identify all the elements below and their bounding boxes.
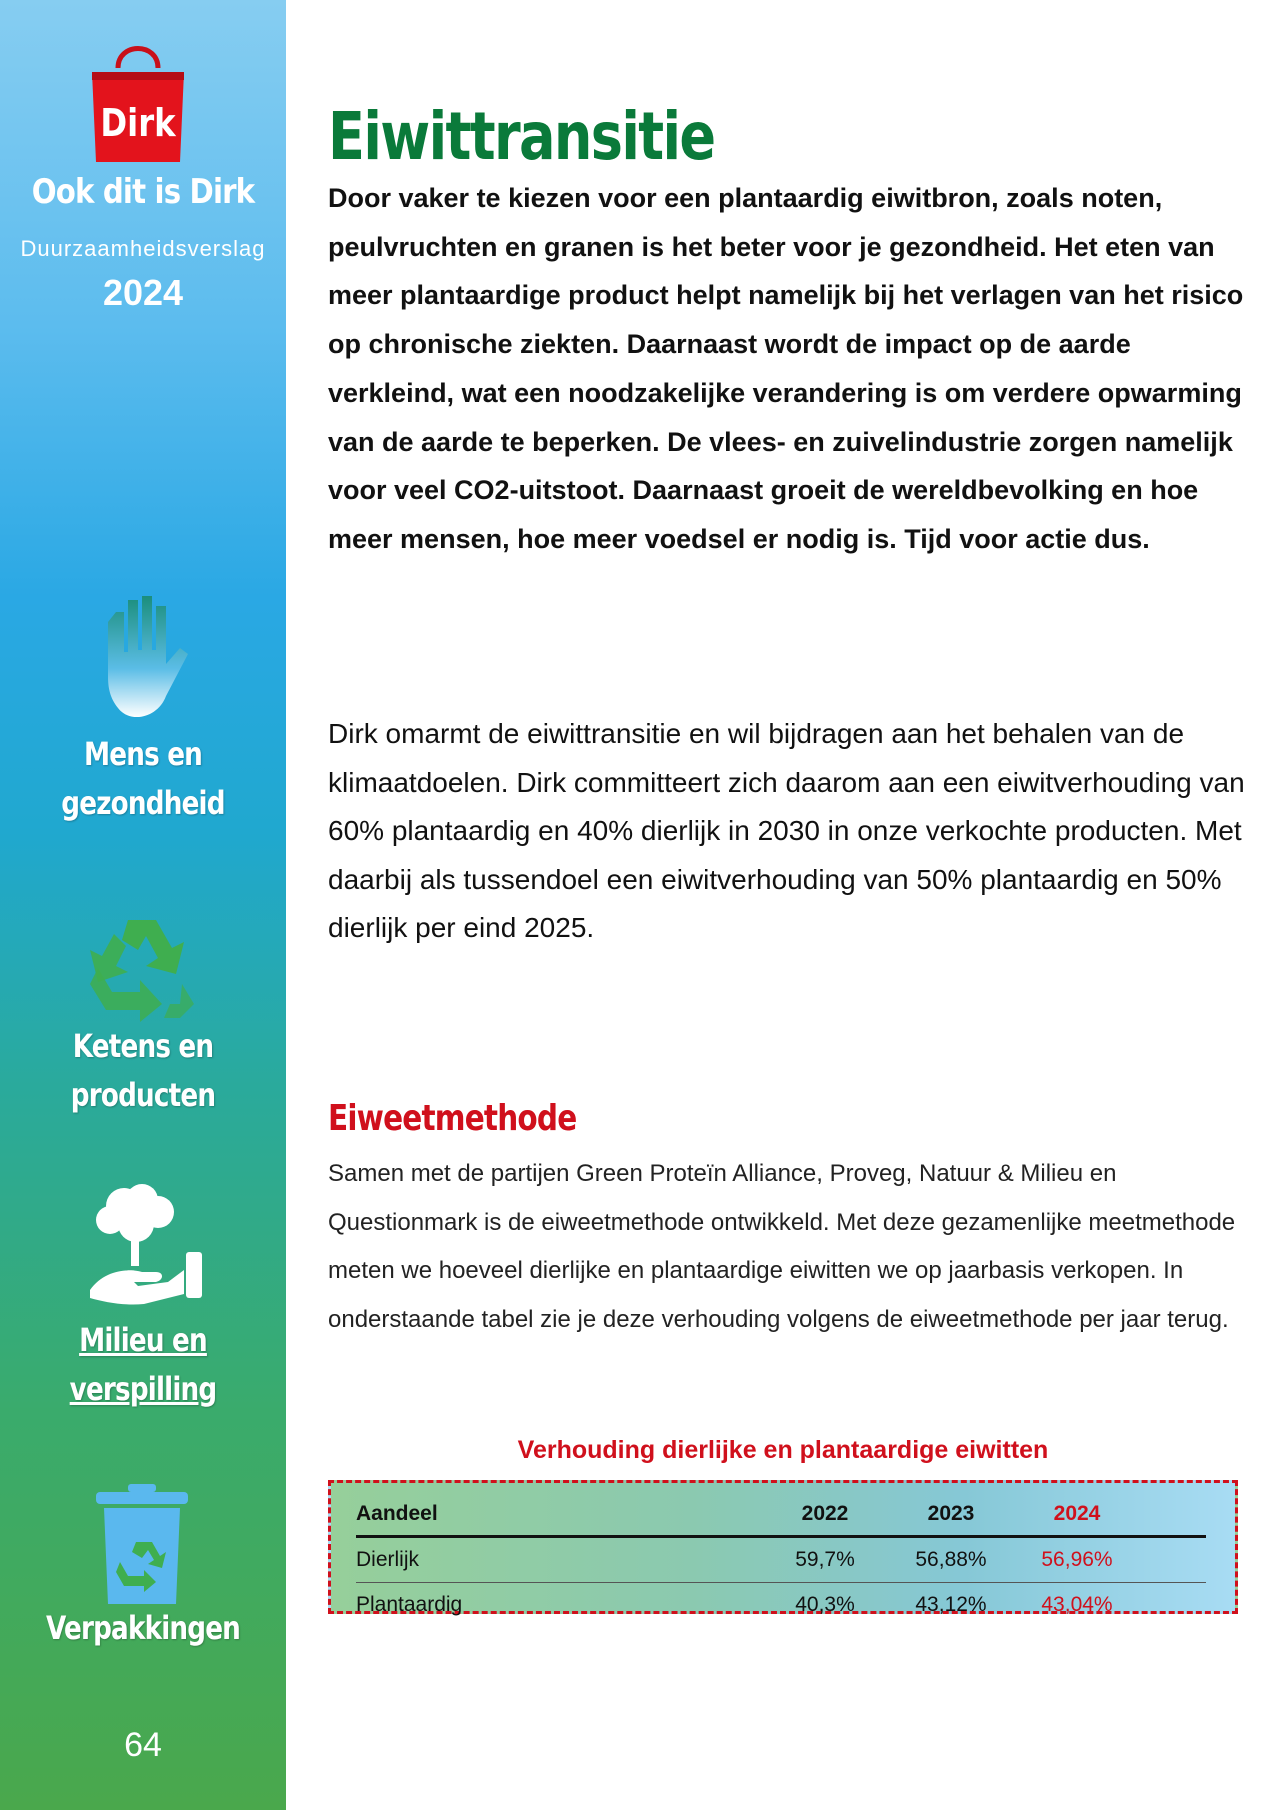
nav-ketens-producten[interactable] xyxy=(26,1022,261,1120)
method-paragraph: Samen met de partijen Green Proteïn Alliance, Proveg, Natuur & Milieu en Questionmark is de eiweetmethode ontwikkeld. Met deze gezamenlijke meetmethode meten we hoeveel dierlijke en plantaardige eiwitten we op jaarbasis verkopen. In onderstaande tabel zie je deze verhouding volgens de eiweetmethode per jaar terug. xyxy=(328,1160,1236,1333)
hand-icon[interactable] xyxy=(96,592,190,726)
cell-spacer xyxy=(1140,1583,1206,1628)
commitment-paragraph: Dirk omarmt de eiwittransitie en wil bijdragen aan het behalen van de klimaatdoelen. Dirk committeert zich daarom aan een eiwitverhouding van 60% plantaardig en 40% dierlijk in 2030 in onze verkochte producten. Met daarbij als tussendoel een eiwitverhouding van 50% plantaardig en 50% dierlijk per eind 2025. xyxy=(328,718,1245,944)
table-row xyxy=(356,1583,1206,1628)
header-aandeel: Aandeel xyxy=(356,1493,762,1537)
nav-label-line2: gezondheid xyxy=(61,784,225,822)
header-2023: 2023 xyxy=(888,1493,1014,1537)
header-2022: 2022 xyxy=(762,1493,888,1537)
page-title: Eiwittransitie xyxy=(328,98,715,175)
nav-label-line1: Milieu en xyxy=(79,1321,207,1359)
cell-2023: 43,12% xyxy=(915,1593,987,1616)
cell-2024: 43,04% xyxy=(1041,1593,1113,1616)
nav-label-line1: Mens en xyxy=(83,735,203,773)
recycle-icon[interactable] xyxy=(84,912,200,1022)
tagline: Ook dit is Dirk xyxy=(31,172,255,212)
header-spacer xyxy=(1140,1493,1206,1537)
nav-milieu-verspilling[interactable] xyxy=(26,1316,261,1414)
nav-label-line1: Verpakkingen xyxy=(45,1609,241,1647)
section-title: Eiweetmethode xyxy=(328,1098,577,1139)
report-year: 2024 xyxy=(102,272,184,313)
sidebar xyxy=(0,0,286,1810)
nav-label-line2: verspilling xyxy=(69,1370,217,1408)
logo-text: Dirk xyxy=(100,101,176,146)
nav-verpakkingen[interactable] xyxy=(26,1604,261,1653)
recycle-bin-icon[interactable] xyxy=(94,1484,190,1608)
protein-ratio-table-box xyxy=(328,1480,1238,1614)
dirk-logo[interactable] xyxy=(88,38,188,166)
intro-paragraph: Door vaker te kiezen voor een plantaardig eiwitbron, zoals noten, peulvruchten en granen is het beter voor je gezondheid. Het eten van meer plantaardige product helpt namelijk bij het verlagen van het risico op chronische ziekten. Daarnaast wordt de impact op de aarde verkleind, wat een noodzakelijke verandering is om verdere opwarming van de aarde te beperken. De vlees- en zuivelindustrie zorgen namelijk voor veel CO2-uitstoot. Daarnaast groeit de wereldbevolking en hoe meer mensen, hoe meer voedsel er nodig is. Tijd voor actie dus. xyxy=(328,183,1244,554)
cell-2022: 59,7% xyxy=(762,1537,888,1583)
table-title: Verhouding dierlijke en plantaardige eiwitten xyxy=(517,1436,1049,1464)
cell-2022: 40,3% xyxy=(795,1593,855,1616)
nav-label-line1: Ketens en xyxy=(72,1027,214,1065)
nav-mens-gezondheid[interactable] xyxy=(26,730,261,828)
report-name: Duurzaamheidsverslag xyxy=(20,236,266,261)
page-number: 64 xyxy=(124,1726,162,1764)
table-header-row xyxy=(356,1493,1206,1537)
row-label: Dierlijk xyxy=(356,1537,762,1583)
nav-label-line2: producten xyxy=(70,1076,216,1114)
cell-2023: 56,88% xyxy=(888,1537,1014,1583)
header-2024: 2024 xyxy=(1014,1493,1140,1537)
cell-spacer xyxy=(1140,1537,1206,1583)
row-label: Plantaardig xyxy=(356,1593,463,1616)
protein-ratio-table xyxy=(356,1493,1206,1627)
tree-hand-icon[interactable] xyxy=(84,1182,204,1306)
table-row xyxy=(356,1537,1206,1583)
cell-2024: 56,96% xyxy=(1014,1537,1140,1583)
